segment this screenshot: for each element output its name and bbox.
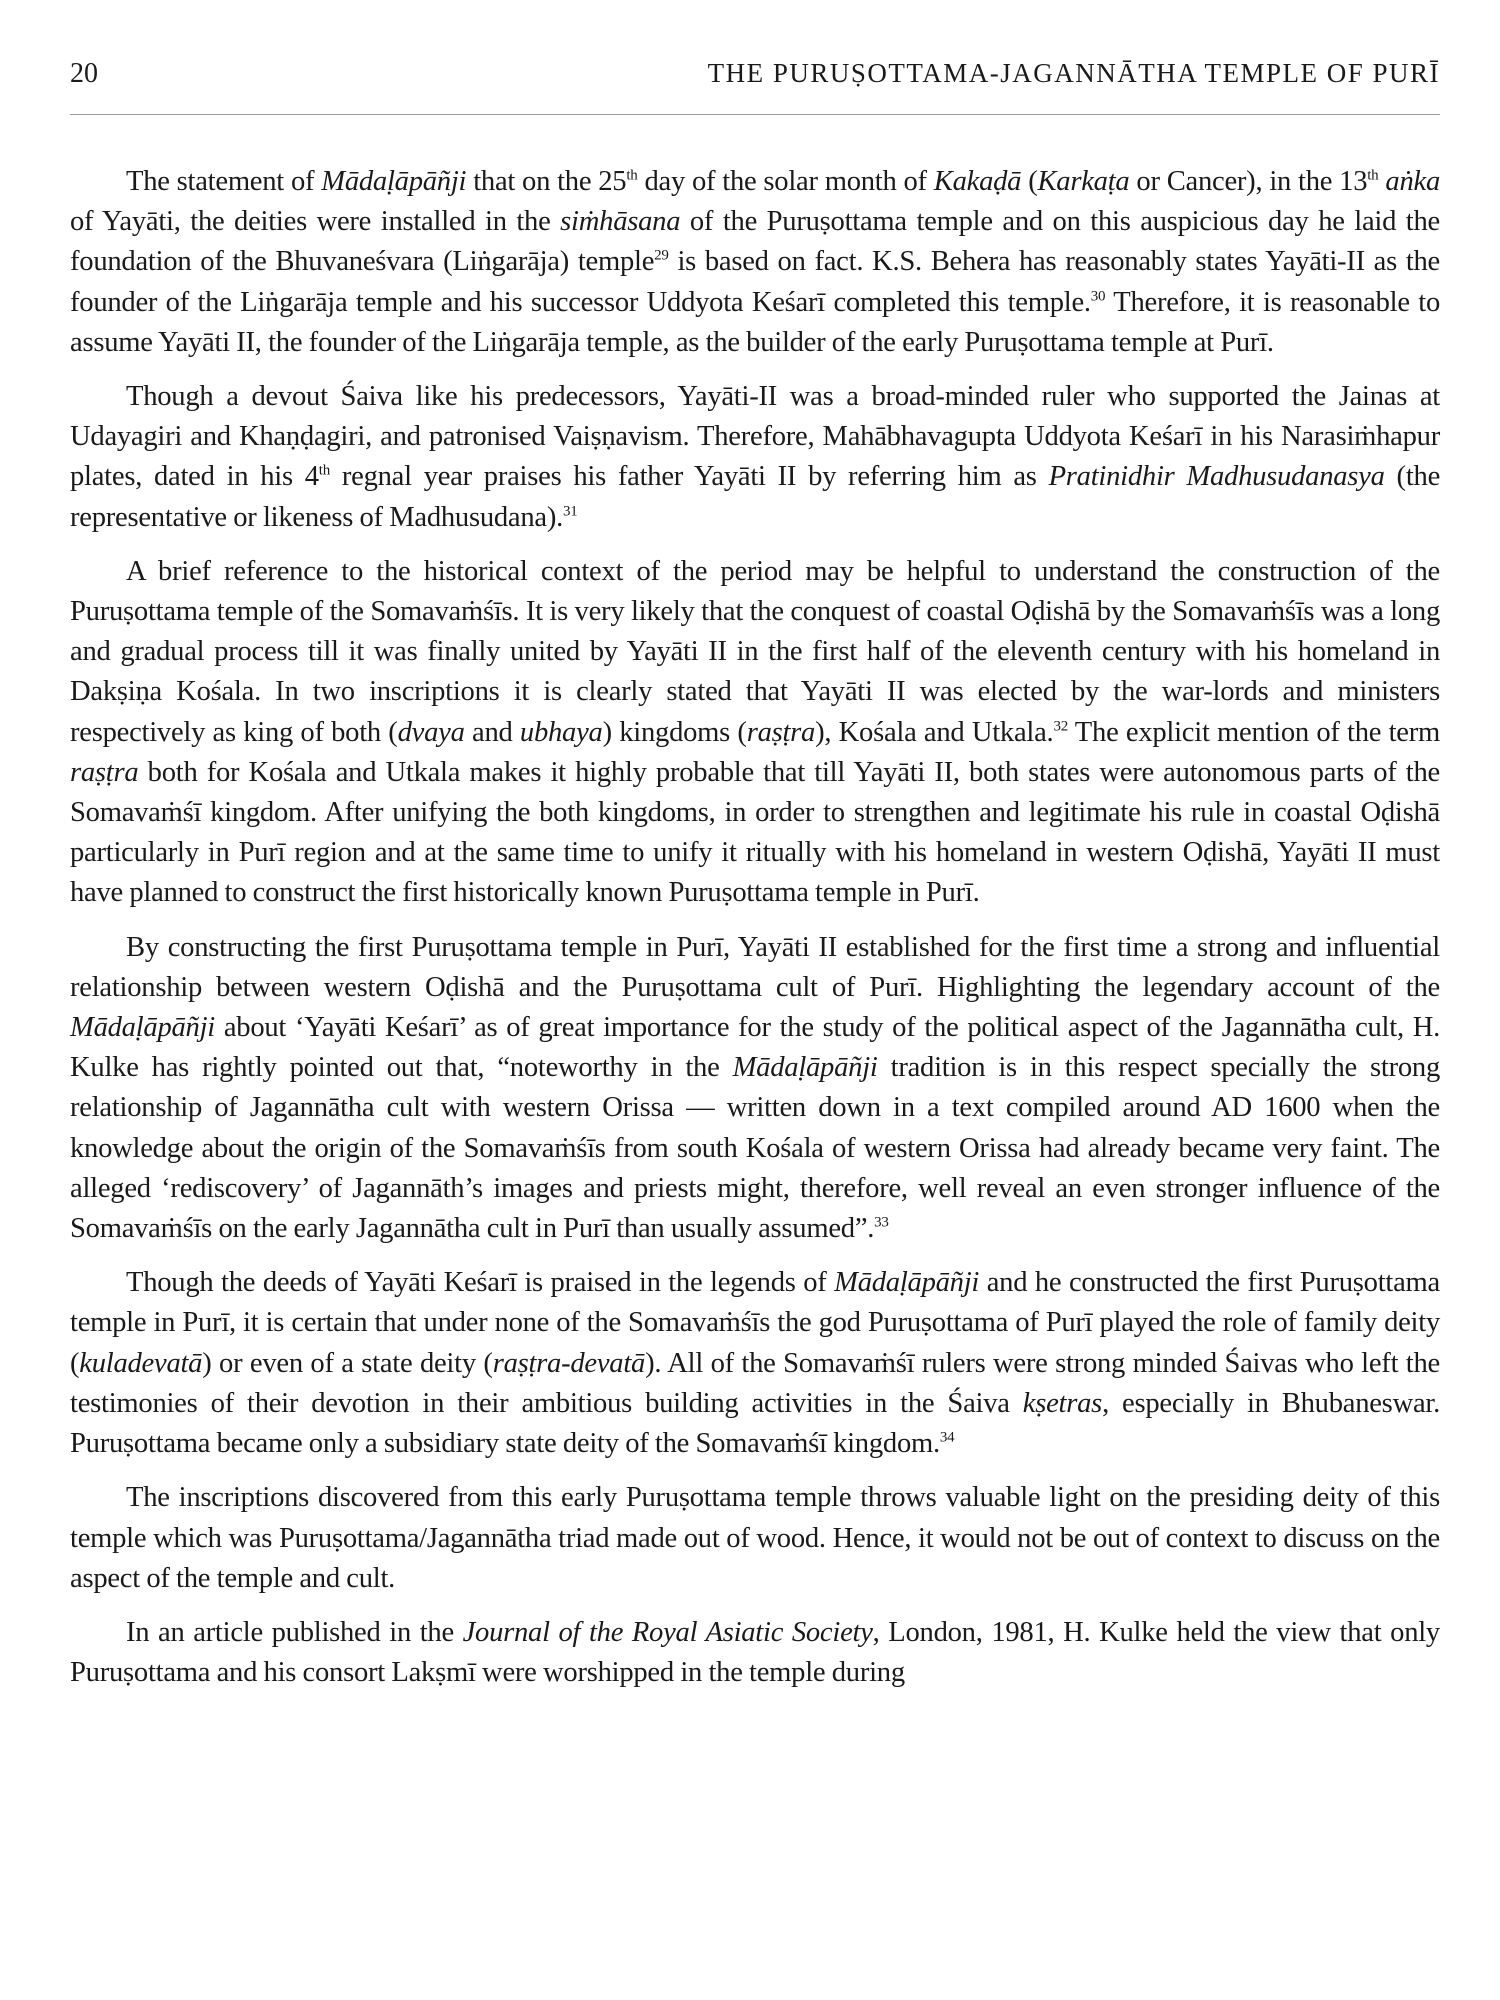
text-run: Though a devout Śaiva like his predecessors, Yayāti-II was a broad-minded ruler who supported the Jainas at Udayagiri and Khaṇḍagiri, and patronised Vaiṣṇavism. Therefore, Mahābhavagupta Uddyota Keśarī in his Narasiṁhapur plates, dated in his 4	[70, 381, 1440, 493]
text-run: and	[464, 716, 520, 748]
italic-term: kuladevatā	[79, 1347, 203, 1379]
running-header	[70, 58, 1440, 98]
footnote-ref: 33	[874, 1214, 889, 1231]
italic-term: kṣetras	[1022, 1387, 1103, 1419]
text-run: and he constructed the first Puruṣottama temple in Purī, it is certain that under none of the Somavaṁśīs the god Puruṣottama of Purī played the role of family deity (	[70, 1267, 1440, 1379]
text-run: regnal year praises his father Yayāti II by referring him as	[329, 461, 1049, 493]
text-run: Though the deeds of Yayāti Keśarī is praised in the legends of	[126, 1267, 835, 1299]
italic-term: Mādaḷāpāñji	[732, 1052, 878, 1084]
italic-term: raṣṭra	[70, 756, 139, 788]
italic-term: siṁhāsana	[560, 206, 681, 238]
text-run: The inscriptions discovered from this early Puruṣottama temple throws valuable light on the presiding deity of this temple which was Puruṣottama/Jagannātha triad made out of wood. Hence, it would not be out of context to discuss on the aspect of the temple and cult.	[70, 1482, 1440, 1594]
text-run: (	[1021, 166, 1038, 197]
italic-term: raṣṭra-devatā	[492, 1347, 646, 1379]
page-number: 20	[70, 58, 98, 89]
text-run: In an article published in the	[126, 1616, 463, 1648]
paragraph	[70, 552, 1440, 914]
footnote-ref: th	[1367, 167, 1379, 184]
text-run: A brief reference to the historical context of the period may be helpful to understand the construction of the Puruṣottama temple of the Somavaṁśīs. It is very likely that the conquest of coastal Oḍishā by the Somavaṁśīs was a long and gradual process till it was finally united by Yayāti II in the first half of the eleventh century with his homeland in Dakṣiṇa Kośala. In two inscriptions it is clearly stated that Yayāti II was elected by the war-lords and ministers respectively as king of both (	[70, 555, 1440, 748]
italic-term: Journal of the Royal Asiatic Society	[462, 1616, 873, 1648]
italic-term: ubhaya	[519, 716, 603, 748]
footnote-ref: 30	[1090, 288, 1106, 305]
text-run: ) or even of a state deity (	[202, 1347, 493, 1379]
text-run: Therefore, it is reasonable to assume Yayāti II, the founder of the Liṅgarāja temple, as the builder of the early Puruṣottama temple at Purī.	[70, 286, 1441, 358]
italic-term: raṣṭra	[746, 716, 816, 748]
paragraph	[70, 1478, 1440, 1599]
running-title: THE PURUṢOTTAMA-JAGANNĀTHA TEMPLE OF PURĪ	[707, 58, 1440, 88]
footnote-ref: th	[318, 462, 330, 479]
italic-term: dvaya	[397, 716, 465, 748]
text-run: of Yayāti, the deities were installed in the	[70, 206, 561, 238]
header-rule	[70, 114, 1440, 115]
text-run: is based on fact. K.S. Behera has reasonably states Yayāti-II as the founder of the Liṅgarāja temple and his successor Uddyota Keśarī completed this temple.	[70, 246, 1440, 318]
italic-term: Mādaḷāpāñji	[70, 1012, 215, 1044]
text-run: By constructing the first Puruṣottama temple in Purī, Yayāti II established for the first time a strong and influential relationship between western Oḍishā and the Puruṣottama cult of Purī. Highlighting the legendary account of the	[70, 931, 1440, 1003]
italic-term: Pratinidhir Madhusudanasya	[1048, 461, 1385, 493]
footnote-ref: 29	[654, 247, 669, 264]
footnote-ref: 31	[563, 503, 578, 520]
paragraph	[70, 377, 1440, 538]
paragraph	[70, 162, 1440, 363]
text-run: that on the 25	[466, 166, 627, 197]
text-run: ) kingdoms (	[602, 716, 747, 748]
text-run: (the representative or likeness of Madhusudana).	[70, 461, 1441, 533]
footnote-ref: th	[626, 167, 638, 184]
paragraph	[70, 1263, 1440, 1464]
text-run: ), Kośala and Utkala.	[815, 716, 1054, 748]
text-run: tradition is in this respect specially the strong relationship of Jagannātha cult with western Orissa — written down in a text compiled around AD 1600 when the knowledge about the origin of the Somavaṁśīs from south Kośala of western Orissa had already became very faint. The alleged ‘rediscovery’ of Jagannāth’s images and priests might, therefore, well reveal an even stronger influence of the Somavaṁśīs on the early Jagannātha cult in Purī than usually assumed”.	[70, 1052, 1440, 1245]
italic-term: Karkaṭa	[1037, 166, 1130, 197]
paragraph	[70, 1613, 1440, 1693]
text-run: The explicit mention of the term	[1067, 716, 1440, 748]
text-run: ). All of the Somavaṁśī rulers were strong minded Śaivas who left the testimonies of their devotion in their ambitious building activities in the Śaiva	[70, 1347, 1440, 1419]
italic-term: Mādaḷāpāñji	[834, 1267, 980, 1299]
text-run: day of the solar month of	[637, 166, 934, 197]
paragraph	[70, 928, 1440, 1250]
footnote-ref: 32	[1053, 718, 1068, 735]
text-run: or Cancer), in the 13	[1129, 166, 1368, 197]
italic-term: Kakaḍā	[933, 166, 1022, 197]
italic-term: aṅka	[1385, 166, 1440, 197]
text-run: about ‘Yayāti Keśarī’ as of great importance for the study of the political aspect of the Jagannātha cult, H. Kulke has rightly pointed out that, “noteworthy in the	[70, 1012, 1440, 1084]
footnote-ref: 34	[939, 1429, 955, 1446]
italic-term: Mādaḷāpāñji	[321, 166, 467, 197]
text-run: of the Puruṣottama temple and on this auspicious day he laid the foundation of the Bhuvaneśvara (Liṅgarāja) temple	[70, 206, 1440, 278]
text-run: both for Kośala and Utkala makes it highly probable that till Yayāti II, both states were autonomous parts of the Somavaṁśī kingdom. After unifying the both kingdoms, in order to strengthen and legitimate his rule in coastal Oḍishā particularly in Purī region and at the same time to unify it ritually with his homeland in western Oḍishā, Yayāti II must have planned to construct the first historically known Puruṣottama temple in Purī.	[70, 756, 1440, 909]
text-run: , especially in Bhubaneswar. Puruṣottama became only a subsidiary state deity of the Somavaṁśī kingdom.	[70, 1387, 1440, 1460]
text-run: The statement of	[126, 166, 322, 197]
text-run: , London, 1981, H. Kulke held the view that only Puruṣottama and his consort Lakṣmī were worshipped in the temple during	[70, 1616, 1440, 1689]
body-text	[70, 162, 1440, 1707]
